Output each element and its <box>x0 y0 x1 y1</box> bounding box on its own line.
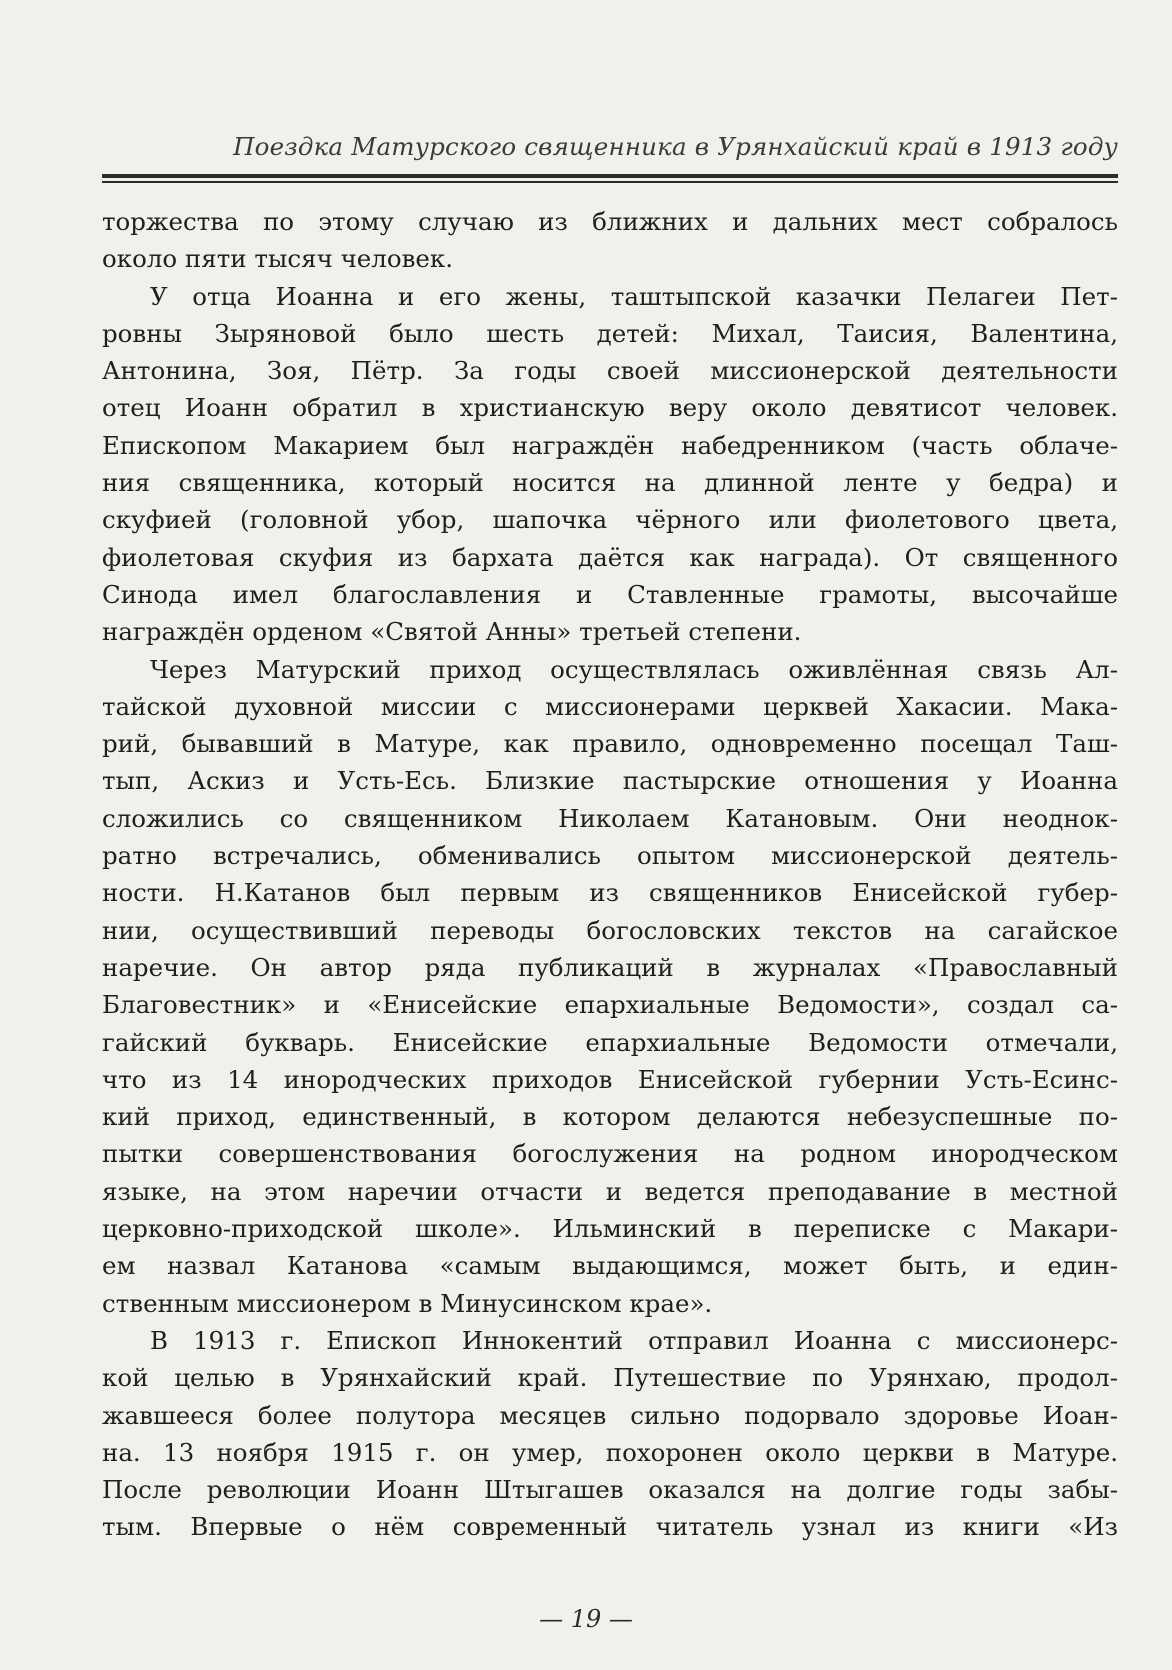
body-text <box>102 203 1118 1546</box>
text-line: ности. Н.Катанов был первым из священников Енисейской губер- <box>102 878 1118 908</box>
text-line: кой целью в Урянхайский край. Путешествие по Урянхаю, продол- <box>102 1363 1118 1393</box>
text-line: тайской духовной миссии с миссионерами церквей Хакасии. Мака- <box>102 691 1118 721</box>
text-line: рий, бывавший в Матуре, как правило, одновременно посещал Таш- <box>102 729 1118 759</box>
text-line: пытки совершенствования богослужения на родном инородческом <box>102 1139 1118 1169</box>
text-line: нии, осуществивший переводы богословских текстов на сагайское <box>102 915 1118 945</box>
text-line: Епископом Макарием был награждён набедренником (часть облаче- <box>102 430 1118 460</box>
text-line: После революции Иоанн Штыгашев оказался на долгие годы забы- <box>102 1475 1118 1505</box>
text-line: языке, на этом наречии отчасти и ведется преподавание в местной <box>102 1176 1118 1206</box>
text-line: ственным миссионером в Минусинском крае». <box>102 1288 713 1318</box>
text-line: ратно встречались, обменивались опытом миссионерской деятель- <box>102 841 1118 871</box>
text-line: Антонина, Зоя, Пётр. За годы своей миссионерской деятельности <box>102 356 1118 386</box>
text-line: отец Иоанн обратил в христианскую веру около девятисот человек. <box>102 393 1118 423</box>
text-line: ем назвал Катанова «самым выдающимся, может быть, и един- <box>102 1251 1118 1281</box>
text-line: кий приход, единственный, в котором делаются небезуспешные по- <box>102 1102 1118 1132</box>
header-rule-thin <box>102 181 1118 183</box>
text-line: ровны Зыряновой было шесть детей: Михал, Таисия, Валентина, <box>102 318 1118 348</box>
text-line: на. 13 ноября 1915 г. он умер, похоронен около церкви в Матуре. <box>102 1437 1118 1467</box>
text-line: около пяти тысяч человек. <box>102 244 453 274</box>
paragraph-first-line: Через Матурский приход осуществлялась оживлённая связь Ал- <box>150 654 1118 684</box>
page-number: — 19 — <box>539 1605 633 1633</box>
text-line: Благовестник» и «Енисейские епархиальные Ведомости», создал са- <box>102 990 1118 1020</box>
text-line: Синода имел благославления и Ставленные грамоты, высочайше <box>102 579 1118 609</box>
text-line: торжества по этому случаю из ближних и дальних мест собралось <box>102 207 1118 236</box>
text-line: ния священника, который носится на длинной ленте у бедра) и <box>102 468 1118 498</box>
text-line: гайский букварь. Енисейские епархиальные Ведомости отмечали, <box>102 1027 1118 1057</box>
text-line: наречие. Он автор ряда публикаций в журналах «Православный <box>102 952 1118 982</box>
text-line: церковно-приходской школе». Ильминский в переписке с Макари- <box>102 1214 1118 1244</box>
text-line: что из 14 инородческих приходов Енисейской губернии Усть-Есинс- <box>102 1064 1118 1094</box>
text-line: жавшееся более полутора месяцев сильно подорвало здоровье Иоан- <box>102 1400 1118 1430</box>
running-header: Поездка Матурского священника в Урянхайский край в 1913 году <box>233 132 1118 161</box>
text-line: тым. Впервые о нём современный читатель узнал из книги «Из <box>102 1512 1118 1542</box>
text-line: награждён орденом «Святой Анны» третьей степени. <box>102 617 802 647</box>
text-line: тып, Аскиз и Усть-Есь. Близкие пастырские отношения у Иоанна <box>102 766 1118 796</box>
paragraph-first-line: У отца Иоанна и его жены, таштыпской казачки Пелагеи Пет- <box>150 281 1118 311</box>
text-line: фиолетовая скуфия из бархата даётся как награда). От священного <box>102 542 1118 572</box>
paragraph-first-line: В 1913 г. Епископ Иннокентий отправил Иоанна с миссионерс- <box>150 1325 1118 1355</box>
header-rule-thick <box>102 174 1118 178</box>
text-line: сложились со священником Николаем Катановым. Они неоднок- <box>102 803 1118 833</box>
text-line: скуфией (головной убор, шапочка чёрного или фиолетового цвета, <box>102 505 1118 535</box>
